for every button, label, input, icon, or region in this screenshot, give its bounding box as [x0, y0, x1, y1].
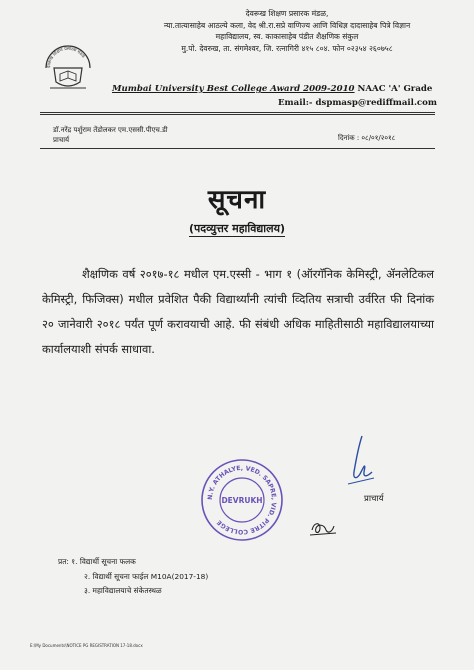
divider [40, 114, 435, 115]
divider [40, 112, 435, 113]
initials-icon [308, 516, 338, 538]
naac-grade: NAAC 'A' Grade [354, 84, 433, 94]
notice-title: सूचना [207, 185, 267, 215]
letterhead [112, 8, 462, 54]
seal-ring-text: N.Y. ATHALYE, VED. SAPRE, VID. PITRE COLLEGE [206, 464, 278, 536]
signatory-designation: प्राचार्य [53, 136, 70, 144]
notice-body: शैक्षणिक वर्ष २०१७-१८ मधील एम.एस्सी - भाग १ (ऑरगॅनिक केमिस्ट्री, ॲनलेटिकल केमिस्ट्री, फिजिक्स) मधील प्रवेशित पैकी विद्यार्थ्यांनी त्यांची व्दितिय सत्राची उर्वरित फी दिनांक २० जानेवारी २०१८ पर्यंत पूर्ण करावयाची आहे. फी संबंधी अधिक माहितीसाठी महाविद्यालयाच्या कार्यालयाशी संपर्क साधावा. [42, 267, 434, 356]
letterhead-line: महाविद्यालय, स्व. काकासाहेब पंडीत शैक्षणिक संकुल [215, 32, 359, 42]
signatory [53, 125, 168, 145]
copy-item: ३. महाविद्यालयाचे संकेतस्थळ [84, 586, 162, 595]
subtitle-text: (पदव्युत्तर महाविद्यालय) [188, 222, 286, 235]
notice-date: दिनांक : ०८/०१/२०१८ [338, 134, 396, 142]
college-logo [40, 38, 96, 94]
copy-item: २. विद्यार्थी सूचना फाईल M10A(2017-18) [84, 571, 209, 581]
signature-icon [342, 432, 378, 488]
letterhead-line: मु.पो. देवरुख, ता. संगमेश्वर, जि. रत्नागिरी ४१५ ८०४. फोन ०२३५४ २६०७५८ [181, 43, 393, 53]
letterhead-line: न्या.तात्यासाहेब आठल्ये कला, वेद श्री.रा.सप्रे वाणिज्य आणि विधिज्ञ दादासाहेब पित्रे विज्ञान [163, 20, 411, 30]
college-seal-icon [200, 458, 284, 542]
signatory-name: डॉ.नरेंद्र पर्शुराम तेंडोलकर एम.एससी.पीएच.डी [53, 126, 168, 134]
logo-text: देवरूख शिक्षण प्रसारक मंडळ [46, 46, 86, 69]
copies-list [58, 555, 208, 599]
copies-label: प्रत: [58, 557, 69, 566]
seal-center-text: DEVRUKH [221, 496, 263, 505]
email: Email:- dspmasp@rediffmail.com [278, 98, 437, 108]
closing-designation: प्राचार्य [364, 494, 384, 504]
file-path: E:\My Documents\NOTICE PG REGISTRATION 17-18.docx [30, 643, 143, 648]
award-line [112, 84, 457, 94]
award-text: Mumbai University Best College Award 2009-2010 [112, 84, 355, 94]
copy-item-text: १. विद्यार्थी सूचना फलक [71, 557, 136, 566]
divider [40, 148, 435, 149]
notice-subtitle [0, 221, 474, 236]
letterhead-line: देवरूख शिक्षण प्रसारक मंडळ, [245, 9, 329, 18]
copy-item [58, 555, 208, 570]
